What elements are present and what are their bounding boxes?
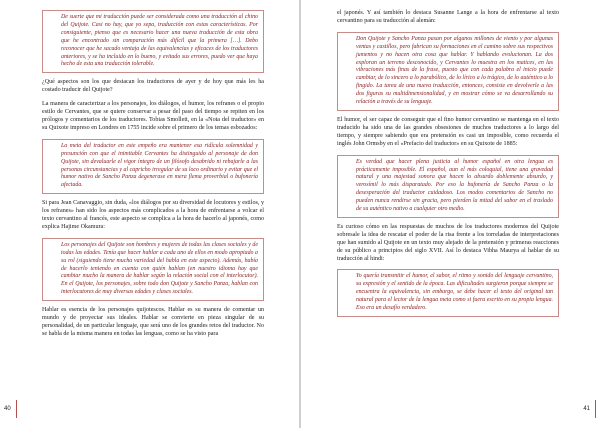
quote-block: De suerte que mi traducción puede ser considerada como una traducción al chino del Quijote. Casi no hay, que yo sepa, traducción con estas características. Por consiguiente, pienso que es necesario hacer una nueva traducción de esta obra que he encontrado sin comparación más difícil que la primera […]. Debo reconocer que he sacado ventaja de las equivalencias y eficaces de los traductores anteriores, y se ha incluido en lo bueno, y evitado sus errores, puedo ver que haya hecho de esta una traducción tolerable.: [42, 10, 264, 73]
page-number: 40: [4, 406, 11, 412]
paragraph: El humor, el ser capaz de conseguir que el fino humor cervantino se mantenga en el texto traducido ha sido una de las grandes obsesiones de muchos traductores a lo largo del tiempo, y siempre sabiendo que era pretensión es casi un imposible, como recuerda el inglés John Ormsby en el «Prefacio del traductor» en su Quixote de 1885:: [337, 116, 559, 147]
quote-block: Don Quijote y Sancho Panza pasan por algunos millones de viento y por algunas ventas y castillos, pero fabrican su formaciones en el camino sobre sus respectivos jumentos y no hacen otra cosa que hablar. Y hablando evolucionan. La dos exploran un terreno desconocido, y Cervantes lo muestra en los matices, en las vibraciones más finas de la frase, puesto que con cada palabra el inicio puede cambiar, de lo sincero a lo parabólico, de lo lírico a lo trágico, de lo auténtico a lo fingido. La tarea de una nueva traducción, entonces, consiste en devolverle a las dos figuras su multidimensionalidad, y en mostrar cómo se va desarrollando su relación a través de su lenguaje.: [337, 32, 559, 111]
paragraph: La manera de caracterizar a los personajes, los diálogos, el humor, los refranes o el propio estilo de Cervantes, que se quiere conservar a pesar del paso del tiempo se repiten en los prólogos y comentarios de los traductores. Tobias Smollett, en la «Nota del traductor» en su Quixote impreso en Londres en 1755 incide sobre el primero de los temas esbozados:: [42, 101, 264, 131]
paragraph: el japonés. Y así también lo destaca Susanne Lange a la hora de enfrentarse al texto cervantino para su traducción al alemán:: [337, 10, 559, 24]
page-marker-line: [595, 400, 596, 418]
right-text-column: [337, 10, 559, 323]
page-number: 41: [583, 406, 590, 412]
page-marker-line: [16, 400, 17, 418]
left-text-column: [42, 10, 264, 345]
quote-block: La meta del traductor en este empeño era mantener esa ridícula solemnidad y presunción con que el inimitable Cervantes ha distinguido al personaje de don Quijote, sin devaluarle el vigor íntegro de un filósofo desabrido ni rebajarle a las personas circunstancias y al capricho irregular de su loco ordinario y evitar que el humor nativo de Sancho Panza degenerase en mera flema proverbial o bufonería afectada.: [42, 139, 264, 194]
paragraph: Si para Jean Canavaggio, sin duda, «los diálogos por su diversidad de locutores y estilos, y los refranes» han sido los aspectos más complicados a la hora de enfrentarse a volcar el texto cervantino al francés, este aspecto se complica a la hora de hacerlo al japonés, como explica Hajime Okamura:: [42, 200, 264, 230]
paragraph: Es curioso cómo en las respuestas de muchos de los traductores modernos del Quijote sobresale la idea de rescatar el poder de la risa frente a los torreladas de interpretaciones que han sumido al Quijote en un texto muy alejado de la pretensión y primeras reacciones de su público a principios del siglo XVII. Así lo destaca Vibha Maurya al hablar de su traducción al hindi:: [337, 223, 559, 262]
left-page: [0, 0, 299, 428]
paragraph: ¿Qué aspectos son los que destacan los traductores de ayer y de hoy que más les ha costado traducir del Quijote?: [42, 79, 264, 94]
quote-block: Los personajes del Quijote son hombres y mujeres de todas las clases sociales y de todas las edades. Tenía que hacer hablar a cada uno de ellos en modo apropiado a su rol (siguiendo tiene mucha variedad del habla en este aspecto). Además, había de hacerlo teniendo en cuenta con quién hablan (en nuestro idioma hay que cambiar mucho la manera de hablar según la relación social con el interlocutor). En el Quijote, los personajes, sobre todo don Quijote y Sancho Panza, hablan con interlocutores de muy diversas edades y clases sociales.: [42, 238, 264, 301]
paragraph: Hablar es esencia de los personajes quijotescos. Hablar es su manera de comentar un mundo y de proyectar sus ideales. Hablar se convierte en pieza singular de su personalidad, de un particular lenguaje, que será uno de los grandes retos del traductor. No se habla de la misma manera en todas las lenguas, como se ha visto para: [42, 307, 264, 337]
quote-block: Es verdad que hacer plena justicia al humor español en otra lengua es prácticamente imposible. El español, aun el más coloquial, tiene una gravedad natural y una majestad sonora que hacen lo absurdo doblemente absurdo, y verosímil lo más disparatado. Por eso la bufonería de Sancho Panza o la desesperación del traductor cuidadoso. Los modos comentarios de Sancho no pueden nunca rendirse sin gracia, pero pierden la mitad del sabor en el traslado de su auténtico nativo a cualquier otro medio.: [337, 155, 559, 218]
right-page: [301, 0, 600, 428]
quote-block: Yo quería transmitir el humor, el sabor, el ritmo y sonido del lenguaje cervantino, su expresión y el sentido de la época. Las dificultades surgieron porque siempre se encuentra la equivalencia, sin embargo, se debe hacer el texto del original tan natural para el lector de la lengua meta como si fuera escrito en su propia lengua. Eso era un desafío verdadero.: [337, 269, 559, 317]
